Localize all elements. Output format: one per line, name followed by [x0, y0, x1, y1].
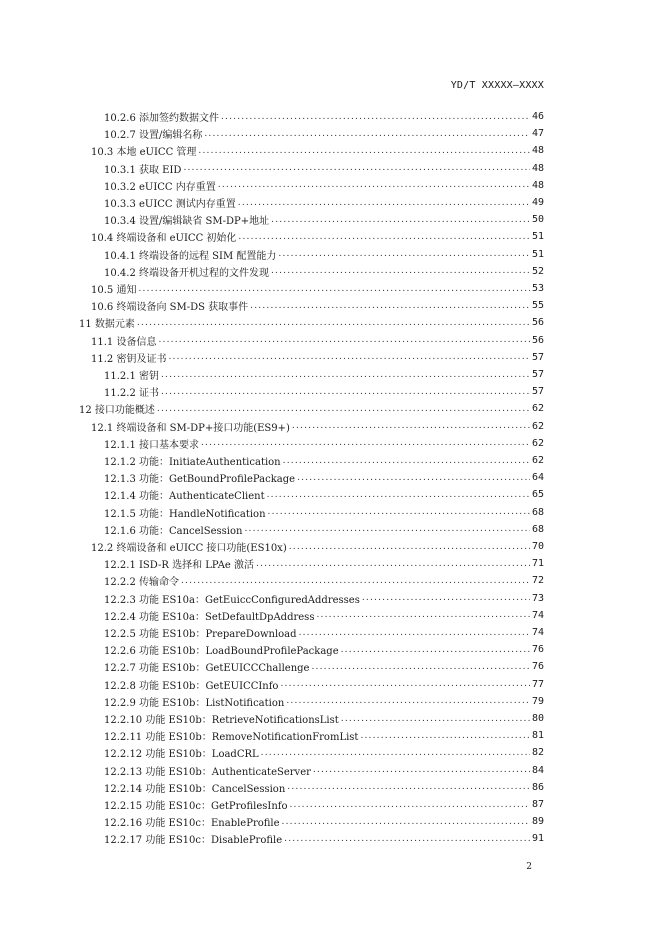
toc-entry-page: 53	[531, 283, 544, 294]
toc-leader-dots	[138, 284, 530, 294]
toc-leader-dots	[250, 301, 530, 311]
toc-entry-page: 84	[531, 764, 544, 776]
toc-entry-title: 10.3.4 设置/编辑缺省 SM-DP+地址	[104, 216, 270, 228]
toc-entry-title: 10.6 终端设备向 SM-DS 获取事件	[91, 302, 249, 314]
toc-entry-page: 79	[531, 695, 544, 707]
toc-entry-title: 11 数据元素	[79, 319, 135, 331]
toc-entry-page: 89	[531, 816, 544, 828]
toc-leader-dots	[181, 576, 530, 586]
toc-entry[interactable]	[104, 160, 544, 177]
toc-entry-page: 82	[531, 747, 544, 759]
toc-entry[interactable]	[104, 779, 544, 796]
toc-entry-page: 74	[531, 609, 544, 621]
toc-leader-dots	[290, 800, 530, 810]
toc-leader-dots	[278, 249, 530, 259]
toc-leader-dots	[183, 163, 530, 173]
toc-entry-title: 12.2.11 功能 ES10b：RemoveNotificationFromList	[104, 732, 359, 744]
toc-leader-dots	[271, 215, 530, 225]
toc-leader-dots	[292, 421, 530, 431]
toc-leader-dots	[287, 782, 530, 792]
toc-leader-dots	[221, 112, 530, 122]
toc-entry-page: 76	[531, 661, 544, 673]
toc-leader-dots	[204, 129, 530, 139]
toc-entry[interactable]	[91, 297, 544, 314]
toc-entry-title: 12.2.14 功能 ES10b：CancelSession	[104, 783, 286, 795]
toc-leader-dots	[313, 765, 530, 775]
toc-entry-page: 65	[531, 489, 544, 501]
toc-entry-title: 12.2.13 功能 ES10b：AuthenticateServer	[104, 766, 311, 778]
toc-entry[interactable]	[91, 538, 544, 555]
toc-leader-dots	[280, 679, 529, 689]
toc-entry-title: 11.2.2 证书	[104, 388, 159, 400]
toc-entry-page: 48	[531, 162, 544, 174]
toc-entry[interactable]	[104, 108, 544, 125]
toc-entry-page: 70	[531, 541, 544, 552]
toc-leader-dots	[297, 473, 530, 483]
toc-leader-dots	[362, 593, 530, 603]
toc-entry-title: 12.2.8 功能 ES10b：GetEUICCInfo	[104, 680, 279, 692]
toc-entry[interactable]	[104, 125, 544, 142]
toc-entry[interactable]	[104, 572, 544, 589]
toc-entry-title: 11.1 设备信息	[91, 336, 157, 348]
toc-entry-title: 12.2.10 功能 ES10b：RetrieveNotificationsList	[104, 715, 339, 726]
toc-entry-title: 10.4.2 终端设备开机过程的文件发现	[104, 267, 269, 279]
toc-entry-page: 86	[531, 781, 544, 793]
toc-entry-page: 52	[531, 265, 544, 277]
toc-leader-dots	[168, 352, 530, 362]
toc-leader-dots	[284, 834, 530, 844]
toc-entry-page: 62	[531, 455, 544, 466]
toc-entry-title: 12.1 终端设备和 SM-DP+接口功能(ES9+)	[91, 422, 290, 434]
toc-entry[interactable]	[104, 744, 544, 761]
toc-entry-title: 10.4 终端设备和 eUICC 初始化	[91, 233, 237, 245]
toc-entry-title: 10.2.6 添加签约数据文件	[104, 113, 219, 124]
toc-leader-dots	[311, 662, 529, 672]
toc-entry-title: 12.2.15 功能 ES10c：GetProfilesInfo	[104, 801, 288, 812]
toc-entry-page: 72	[531, 575, 544, 587]
toc-entry-page: 57	[531, 351, 544, 363]
toc-leader-dots	[137, 318, 530, 328]
toc-entry-title: 12.2.9 功能 ES10b：ListNotification	[104, 697, 285, 709]
toc-entry-title: 12.1.6 功能：CancelSession	[104, 525, 243, 537]
toc-entry-title: 12.1.2 功能：InitiateAuthentication	[104, 457, 281, 468]
toc-entry-title: 12.2.17 功能 ES10c：DisableProfile	[104, 835, 283, 847]
toc-entry-title: 12 接口功能概述	[79, 405, 155, 417]
toc-entry-title: 12.1.4 功能：AuthenticateClient	[104, 491, 265, 503]
toc-entry-title: 10.3.2 eUICC 内存重置	[104, 181, 216, 193]
toc-entry-title: 12.2.2 传输命令	[104, 577, 179, 589]
toc-entry-page: 80	[531, 713, 544, 724]
toc-entry[interactable]	[104, 693, 544, 710]
toc-leader-dots	[267, 490, 530, 500]
toc-leader-dots	[341, 645, 530, 655]
toc-entry-page: 49	[531, 197, 544, 208]
toc-leader-dots	[289, 542, 530, 552]
toc-entry[interactable]	[91, 228, 544, 245]
toc-entry[interactable]	[79, 314, 544, 331]
toc-leader-dots	[283, 456, 530, 466]
toc-entry-page: 51	[531, 231, 544, 243]
toc-entry[interactable]	[104, 263, 544, 280]
toc-leader-dots	[316, 610, 530, 620]
toc-leader-dots	[157, 404, 530, 414]
toc-entry[interactable]	[104, 641, 544, 658]
toc-entry[interactable]	[104, 830, 544, 847]
toc-entry[interactable]	[104, 435, 544, 452]
toc-entry[interactable]	[91, 280, 544, 297]
toc-entry-page: 56	[531, 317, 544, 329]
toc-entry-title: 10.2.7 设置/编辑名称	[104, 130, 203, 142]
toc-entry-page: 71	[531, 558, 544, 570]
toc-entry-page: 56	[531, 334, 544, 346]
toc-entry-page: 87	[531, 799, 544, 810]
toc-entry[interactable]	[104, 366, 544, 383]
toc-leader-dots	[198, 146, 530, 156]
toc-entry-page: 50	[531, 214, 544, 226]
toc-entry-page: 62	[531, 420, 544, 432]
toc-entry-page: 68	[531, 523, 544, 535]
toc-leader-dots	[238, 198, 530, 208]
toc-leader-dots	[201, 438, 530, 448]
toc-entry-title: 11.2 密钥及证书	[91, 353, 167, 365]
toc-entry-page: 48	[531, 179, 544, 191]
toc-leader-dots	[282, 817, 530, 827]
toc-entry-page: 46	[531, 111, 544, 122]
toc-entry-page: 81	[531, 730, 544, 742]
toc-leader-dots	[238, 232, 530, 242]
toc-entry-title: 12.2.1 ISD-R 选择和 LPAe 激活	[104, 560, 255, 572]
toc-entry-page: 62	[531, 437, 544, 449]
toc-leader-dots	[244, 524, 530, 534]
toc-entry[interactable]	[104, 676, 544, 693]
toc-entry[interactable]	[104, 486, 544, 503]
toc-entry[interactable]	[104, 813, 544, 830]
toc-entry[interactable]	[104, 452, 544, 469]
toc-entry-page: 48	[531, 145, 544, 157]
toc-leader-dots	[158, 335, 530, 345]
toc-leader-dots	[161, 387, 530, 397]
toc-leader-dots	[286, 696, 530, 706]
toc-entry-title: 12.1.3 功能：GetBoundProfilePackage	[104, 474, 296, 486]
toc-entry-title: 12.1.1 接口基本要求	[104, 439, 199, 451]
toc-entry[interactable]	[104, 710, 544, 727]
toc-entry-title: 10.3.3 eUICC 测试内存重置	[104, 199, 236, 210]
toc-leader-dots	[218, 180, 530, 190]
toc-entry-page: 73	[531, 592, 544, 604]
toc-entry[interactable]	[91, 332, 544, 349]
toc-entry[interactable]	[104, 246, 544, 263]
toc-entry-title: 10.3.1 获取 EID	[104, 164, 182, 176]
toc-entry[interactable]	[104, 383, 544, 400]
toc-entry[interactable]	[104, 607, 544, 624]
toc-entry[interactable]	[91, 349, 544, 366]
toc-entry[interactable]	[79, 400, 544, 417]
toc-entry-title: 12.2.6 功能 ES10b：LoadBoundProfilePackage	[104, 646, 339, 658]
toc-entry-title: 12.2.3 功能 ES10a：GetEuiccConfiguredAddresses	[104, 594, 360, 606]
toc-entry-page: 74	[531, 627, 544, 638]
toc-leader-dots	[268, 507, 530, 517]
toc-leader-dots	[261, 748, 530, 758]
toc-entry-page: 77	[531, 678, 544, 690]
toc-entry[interactable]	[104, 504, 544, 521]
toc-entry[interactable]	[104, 194, 544, 211]
toc-leader-dots	[341, 714, 530, 724]
toc-entry[interactable]	[104, 727, 544, 744]
toc-entry[interactable]	[104, 521, 544, 538]
document-id-header: YD/T XXXXX—XXXX	[450, 80, 544, 91]
toc-entry[interactable]	[104, 658, 544, 675]
toc-entry-page: 76	[531, 644, 544, 656]
toc-entry[interactable]	[104, 762, 544, 779]
toc-entry-page: 68	[531, 506, 544, 518]
toc-entry[interactable]	[91, 418, 544, 435]
toc-entry[interactable]	[91, 142, 544, 159]
toc-entry-title: 12.2.7 功能 ES10b：GetEUICCChallenge	[104, 663, 310, 675]
toc-entry-page: 57	[531, 386, 544, 398]
toc-entry-title: 12.2 终端设备和 eUICC 接口功能(ES10x)	[91, 543, 287, 554]
toc-entry-page: 55	[531, 300, 544, 312]
toc-entry-title: 12.2.16 功能 ES10c：EnableProfile	[104, 818, 280, 830]
toc-entry-title: 10.4.1 终端设备的远程 SIM 配置能力	[104, 250, 277, 262]
toc-entry[interactable]	[104, 555, 544, 572]
toc-entry-title: 10.3 本地 eUICC 管理	[91, 147, 197, 159]
toc-entry-title: 10.5 通知	[91, 285, 137, 296]
toc-entry-page: 47	[531, 128, 544, 140]
toc-leader-dots	[271, 266, 530, 276]
toc-entry-page: 64	[531, 472, 544, 484]
toc-entry[interactable]	[104, 177, 544, 194]
toc-entry[interactable]	[104, 624, 544, 641]
toc-entry-page: 62	[531, 403, 544, 415]
toc-entry-title: 12.1.5 功能：HandleNotification	[104, 508, 266, 520]
toc-entry-title: 12.2.12 功能 ES10b：LoadCRL	[104, 749, 259, 761]
page-number: 2	[526, 862, 532, 872]
toc-entry-title: 12.2.4 功能 ES10a：SetDefaultDpAddress	[104, 611, 315, 623]
toc-leader-dots	[161, 370, 530, 380]
toc-leader-dots	[360, 731, 530, 741]
toc-entry-title: 11.2.1 密钥	[104, 371, 159, 382]
toc-leader-dots	[256, 559, 530, 569]
toc-entry-page: 91	[531, 833, 544, 845]
toc-entry[interactable]	[104, 796, 544, 813]
toc-leader-dots	[299, 628, 530, 638]
toc-entry-page: 57	[531, 369, 544, 380]
toc-entry[interactable]	[104, 211, 544, 228]
toc-entry-title: 12.2.5 功能 ES10b：PrepareDownload	[104, 629, 297, 640]
toc-entry[interactable]	[104, 590, 544, 607]
toc-entry-page: 51	[531, 248, 544, 260]
toc-entry[interactable]	[104, 469, 544, 486]
